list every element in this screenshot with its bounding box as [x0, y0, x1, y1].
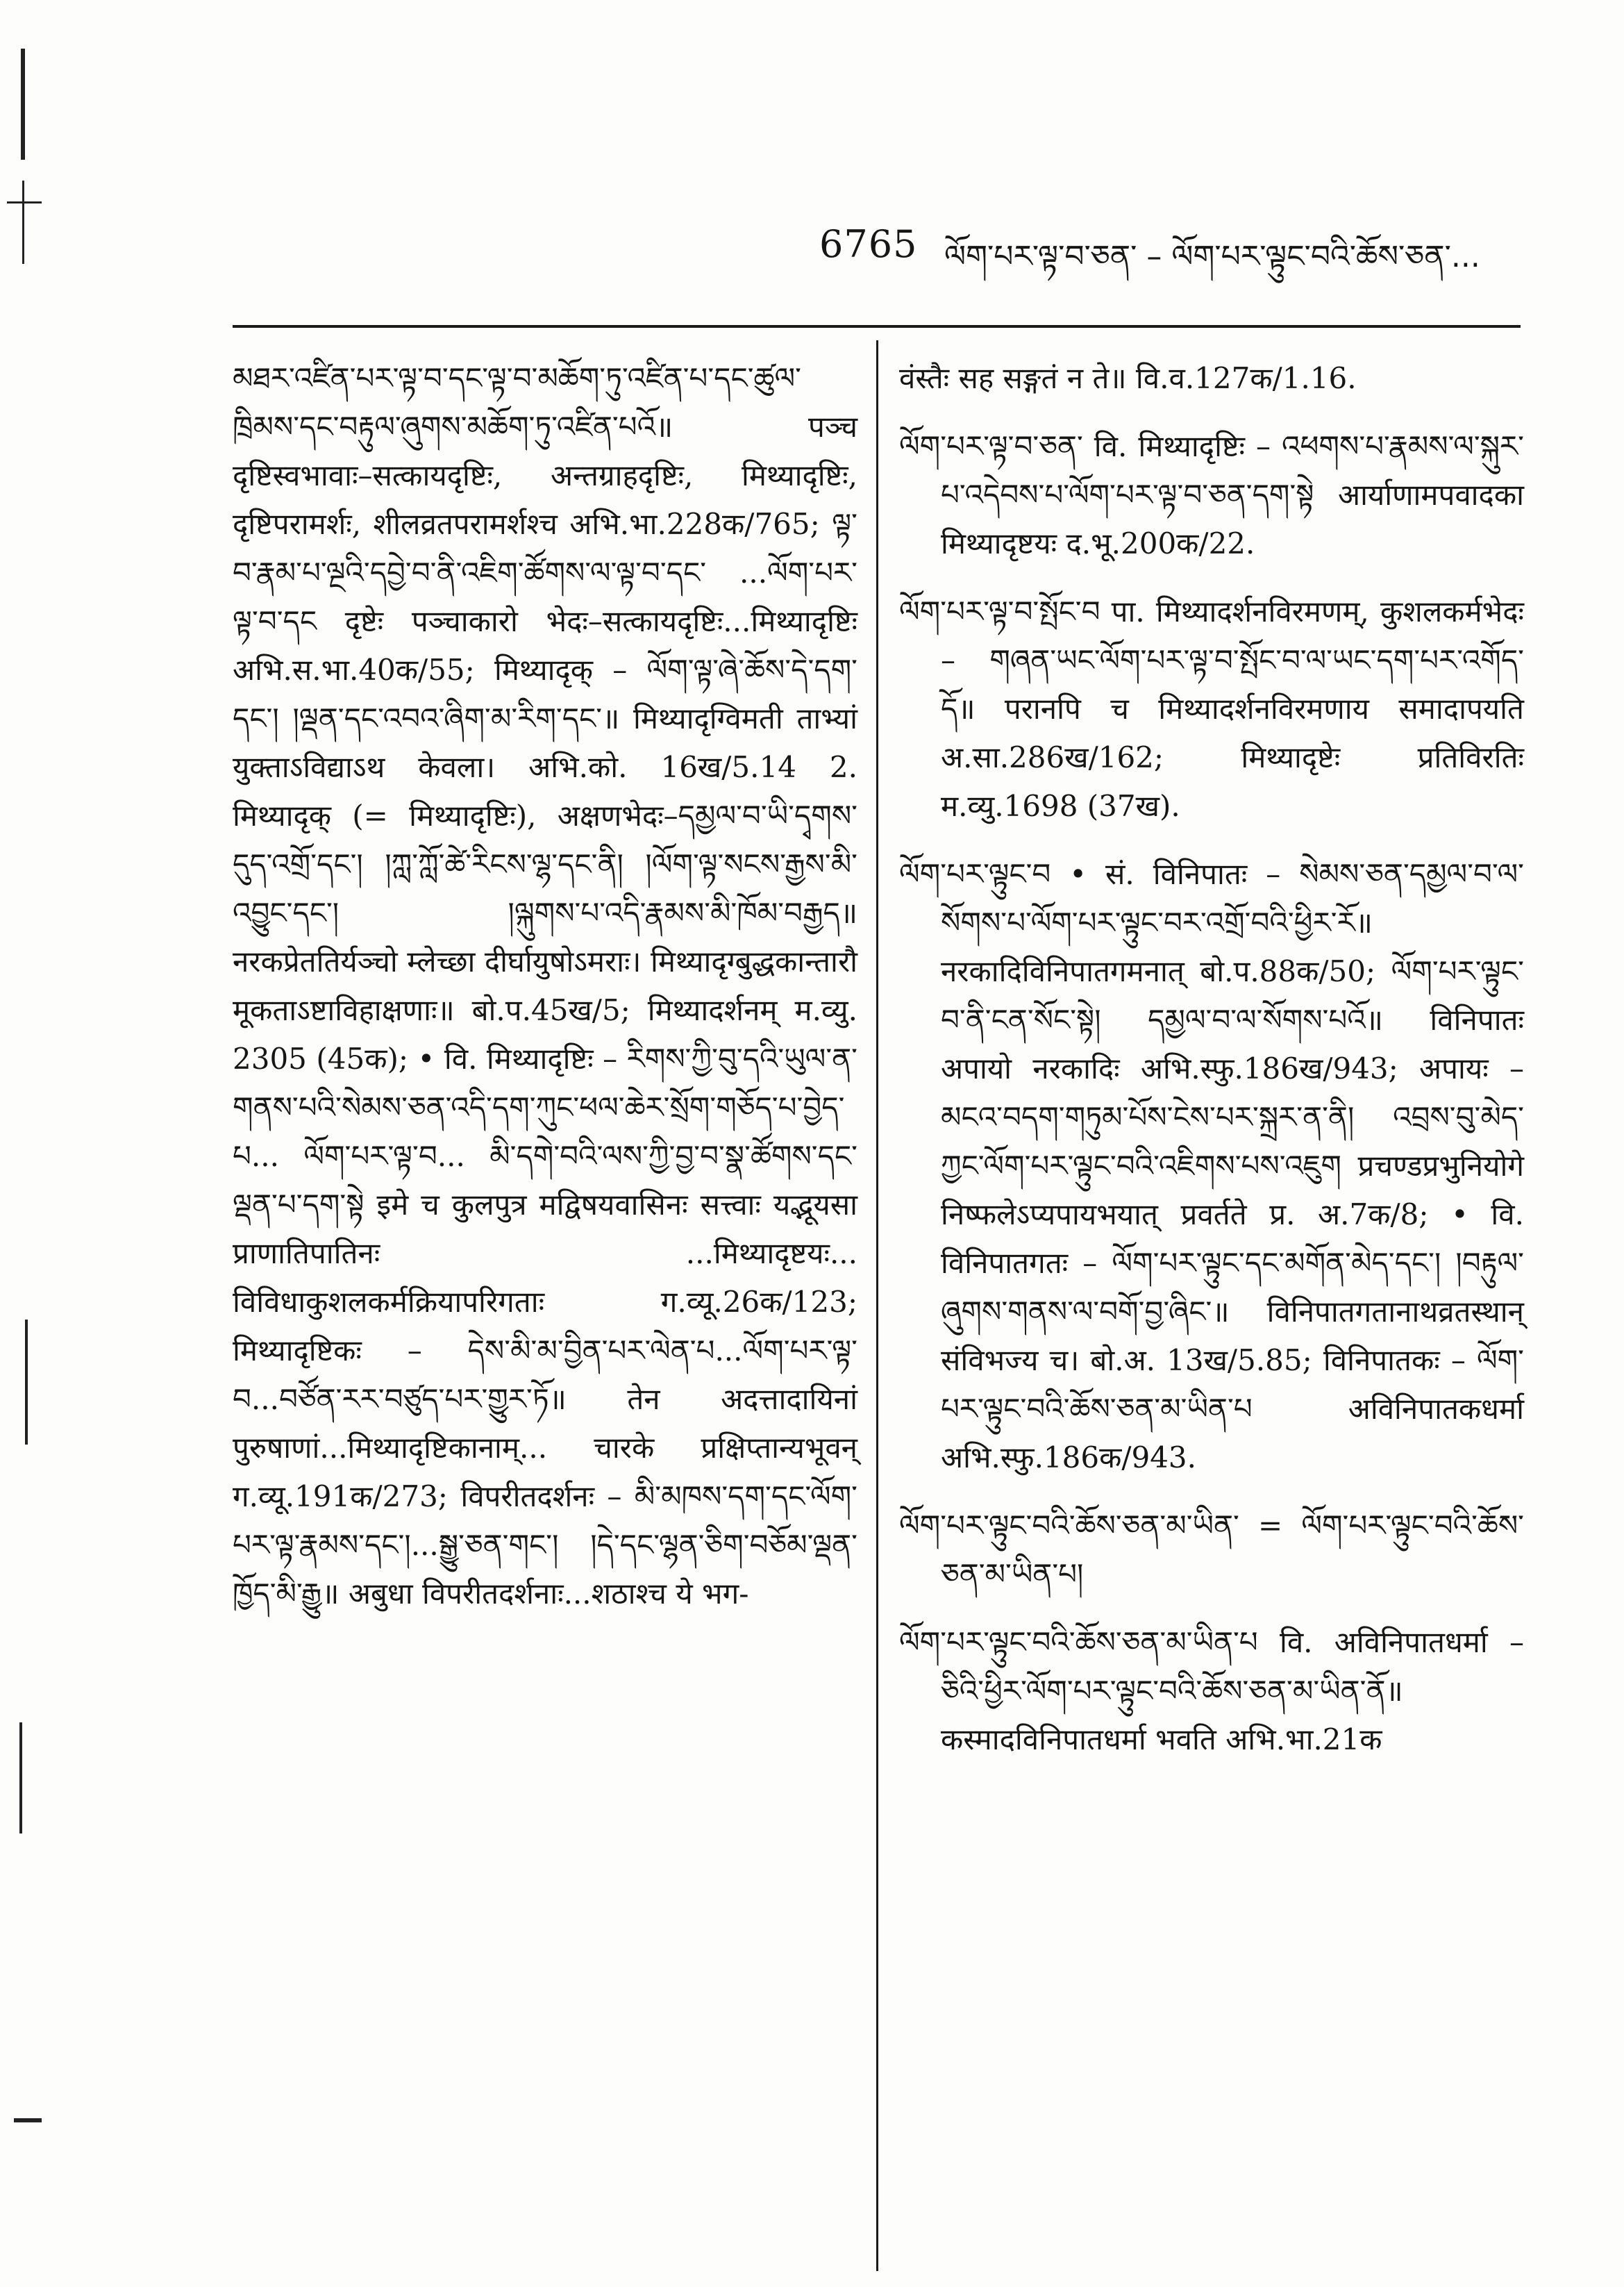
- scan-mark: [14, 2118, 42, 2122]
- scan-mark: [21, 49, 25, 160]
- left-column: [233, 354, 857, 1638]
- dictionary-entry: ལོག་པར་ལྟུང་བའི་ཆོས་ཅན་མ་ཡིན་ = ལོག་པར་ལྟུང་བའི་ཆོས་ཅན་མ་ཡིན་པ།: [899, 1508, 1524, 1591]
- header-rule: [233, 325, 1521, 328]
- dictionary-entry: ལོག་པར་ལྟ་བ་ཅན་ वि. मिथ्यादृष्टिः – འཕགས་པ་རྣམས་ལ་སྐུར་པ་འདེབས་པ་ལོག་པར་ལྟ་བ་ཅན་དག་སྟེ आर्याणामपवादका मिथ्यादृष्टयः द.भू.200क/22.: [899, 429, 1524, 560]
- scan-mark: [7, 201, 42, 203]
- page-header: [819, 222, 1534, 285]
- entry-continuation: མཐར་འཛིན་པར་ལྟ་བ་དང་ལྟ་བ་མཆོག་ཏུ་འཛིན་པ་དང་ཚུལ་ཁྲིམས་དང་བརྟུལ་ཞུགས་མཆོག་ཏུ་འཛིན་པའོ॥ पञ्च दृष्टिस्वभावाः–सत्कायदृष्टिः, अन्तग्राहदृष्टिः, मिथ्यादृष्टिः, दृष्टिपरामर्शः, शीलव्रतपरामर्शश्च अभि.भा.228क/765; ལྟ་བ་རྣམ་པ་ལྔའི་དབྱེ་བ་ནི་འཇིག་ཚོགས་ལ་ལྟ་བ་དང་ ...ལོག་པར་ལྟ་བ་དང दृष्टेः पञ्चाकारो भेदः–सत्कायदृष्टिः...मिथ्यादृष्टिः अभि.स.भा.40क/55; मिथ्यादृक् – ལོག་ལྟ་ཞེ་ཆོས་དེ་དག་དང་། །ལྡན་དང་འབའ་ཞིག་མ་རིག་དང་॥ मिथ्यादृग्विमती ताभ्यां युक्ताऽविद्याऽथ केवला। अभि.को. 16ख/5.14 2. मिथ्यादृक् (= मिथ्यादृष्टिः), अक्षणभेदः–དམྱལ་བ་ཡི་དྭགས་དུད་འགྲོ་དང་། །ཀླ་ཀློ་ཚེ་རིངས་ལྷ་དང་ནི། །ལོག་ལྟ་སངས་རྒྱས་མི་འབྱུང་དང་། །ལྐུགས་པ་འདི་རྣམས་མི་ཁོམ་བརྒྱད॥ नरकप्रेततिर्यञ्चो म्लेच्छा दीर्घायुषोऽमराः। मिथ्यादृग्बुद्धकान्तारौ मूकताऽष्टाविहाक्षणाः॥ बो.प.45ख/5; मिथ्यादर्शनम् म.व्यु. 2305 (45क); • वि. मिथ्यादृष्टिः – རིགས་ཀྱི་བུ་དའི་ཡུལ་ན་གནས་པའི་སེམས་ཅན་འདི་དག་ཀུང་ཕལ་ཆེར་སྲོག་གཅོད་པ་བྱེད་པ... ལོག་པར་ལྟ་བ... མི་དགེ་བའི་ལས་ཀྱི་བྱ་བ་སྣ་ཚོགས་དང་ལྡན་པ་དག་སྟེ इमे च कुलपुत्र मद्विषयवासिनः सत्त्वाः यद्भूयसा प्राणातिपातिनः ...मिथ्यादृष्टयः... विविधाकुशलकर्मक्रियापरिगताः ग.व्यू.26क/123; मिथ्यादृष्टिकः – དེས་མི་མ་བྱིན་པར་ལེན་པ...ལོག་པར་ལྟ་བ...བཙོན་རར་བཙུད་པར་གྱུར་ཏོ॥ तेन अदत्तादायिनां पुरुषाणां...मिथ्यादृष्टिकानाम्... चारके प्रक्षिप्तान्यभूवन् ग.व्यू.191क/273; विपरीतदर्शनः – མི་མཁས་དག་དང་ལོག་པར་ལྟ་རྣམས་དང་།...སྒྱུ་ཅན་གང་། །དེ་དང་ལྷན་ཅིག་བཅོམ་ལྡན་ཁྱོད་མི་རྒྱུ॥ अबुधा विपरीतदर्शनाः...शठाश्च ये भग-: [233, 361, 857, 1611]
- column-divider: [876, 340, 878, 2271]
- scan-mark: [25, 1320, 28, 1445]
- running-head: ལོག་པར་ལྟ་བ་ཅན་ – ལོག་པར་ལྟུང་བའི་ཆོས་ཅན་...: [944, 239, 1480, 274]
- scan-edge: [0, 0, 56, 2287]
- dictionary-entry: ལོག་པར་ལྟུང་བའི་ཆོས་ཅན་མ་ཡིན་པ वि. अविनिपातधर्मा – ཅིའི་ཕྱིར་ལོག་པར་ལྟུང་བའི་ཆོས་ཅན་མ་ཡིན་ནོ॥ कस्मादविनिपातधर्मा भवति अभि.भा.21क: [899, 1625, 1524, 1756]
- dictionary-entry: ལོག་པར་ལྟུང་བ • सं. विनिपातः – སེམས་ཅན་དམྱལ་བ་ལ་སོགས་པ་ལོག་པར་ལྟུང་བར་འགྲོ་བའི་ཕྱིར་རོ॥ नरकादिविनिपातगमनात् बो.प.88क/50; ལོག་པར་ལྟུང་བ་ནི་ངན་སོང་སྟེ། དམྱལ་བ་ལ་སོགས་པའོ॥ विनिपातः अपायो नरकादिः अभि.स्फु.186ख/943; अपायः – མངའ་བདག་གཏུམ་པོས་ངེས་པར་སྐྲར་ན་ནི། འབྲས་བུ་མེད་ཀྱང་ལོག་པར་ལྟུང་བའི་འཇིགས་པས་འཇུག प्रचण्डप्रभुनियोगे निष्फलेऽप्यपायभयात् प्रवर्तते प्र. अ.7क/8; • वि. विनिपातगतः – ལོག་པར་ལྟུང་དང་མགོན་མེད་དང་། །བརྟུལ་ཞུགས་གནས་ལ་བགོ་བྱ་ཞིང་॥ विनिपातगतानाथव्रतस्थान् संविभज्य च। बो.अ. 13ख/5.85; विनिपातकः – ལོག་པར་ལྟུང་བའི་ཆོས་ཅན་མ་ཡིན་པ अविनिपातकधर्मा अभि.स्फु.186क/943.: [899, 857, 1524, 1474]
- entry-continuation: वंस्तैः सह सङ्गतं न ते॥ वि.व.127क/1.16.: [899, 361, 1357, 395]
- scan-mark: [19, 1722, 22, 1833]
- page-number: 6765: [819, 222, 918, 266]
- dictionary-entry: ལོག་པར་ལྟ་བ་སྤོང་བ पा. मिथ्यादर्शनविरमणम्, कुशलकर्मभेदः – གཞན་ཡང་ལོག་པར་ལྟ་བ་སྤོང་བ་ལ་ཡང་དག་པར་འགོད་དོ॥ परानपि च मिथ्यादर्शनविरमणाय समादापयति अ.सा.286ख/162; मिथ्यादृष्टेः प्रतिविरतिः म.व्यु.1698 (37ख).: [899, 594, 1524, 823]
- right-column: [899, 354, 1524, 1783]
- scan-mark: [22, 181, 24, 264]
